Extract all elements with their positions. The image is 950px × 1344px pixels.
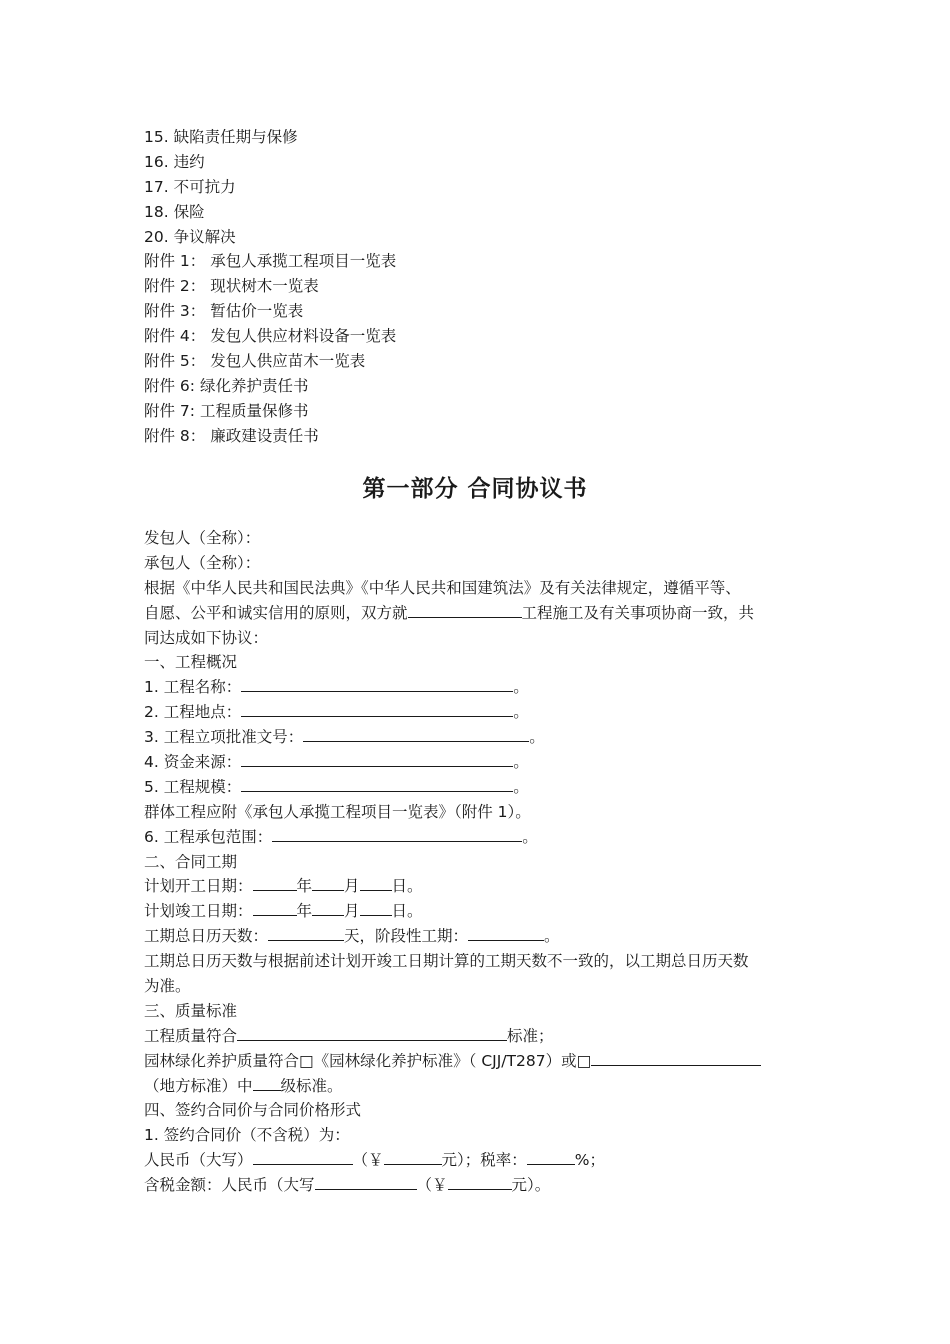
duration-note: 工期总日历天数与根据前述计划开竣工日期计算的工期天数不一致的，以工期总日历天数 [144, 952, 749, 971]
field-label: 人民币（大写） [144, 1151, 253, 1170]
month-label: 月 [344, 877, 360, 896]
period: 。 [522, 827, 538, 846]
field-label: 1. 工程名称： [144, 678, 242, 697]
field-label: 含税金额：人民币（大写 [144, 1176, 315, 1195]
day-label: 日。 [391, 902, 423, 921]
section-heading: 四、签约合同价与合同价格形式 [144, 1101, 362, 1120]
fill-blank [241, 750, 513, 767]
project-name-blank [408, 601, 522, 618]
employer-line: 发包人（全称）： [144, 529, 261, 547]
period: 。 [513, 753, 529, 772]
field-label: 5. 工程规模： [144, 777, 242, 796]
toc-item: 16. 违约 [144, 152, 205, 171]
intro-text: 工程施工及有关事项协商一致，共 [521, 603, 755, 622]
fill-blank [253, 1074, 281, 1091]
duration-note: 为准。 [144, 977, 191, 996]
section-heading: 三、质量标准 [144, 1001, 238, 1020]
intro-line [144, 601, 804, 626]
project-location-line [144, 700, 804, 725]
fill-blank [384, 1148, 442, 1165]
funding-source-line [144, 750, 804, 775]
toc-item: 附件 3： 暂估价一览表 [144, 302, 304, 321]
fill-blank [312, 899, 344, 916]
fill-blank [241, 675, 513, 692]
field-label: 3. 工程立项批准文号： [144, 728, 304, 747]
fill-blank [241, 700, 513, 717]
fill-blank [237, 1024, 507, 1041]
toc-item: 附件 7: 工程质量保修书 [144, 401, 309, 420]
garden-standard-line [144, 1049, 804, 1074]
table-of-contents [144, 125, 824, 449]
section-title: 第一部分 合同协议书 [362, 475, 588, 502]
fill-blank [253, 1148, 353, 1165]
agreement-body [144, 526, 804, 1198]
section-heading: 一、工程概况 [144, 653, 238, 672]
fill-blank [268, 924, 344, 941]
period: 。 [544, 927, 560, 946]
fill-blank [241, 775, 513, 792]
field-label: 天，阶段性工期： [344, 927, 469, 946]
intro-line: 同达成如下协议： [144, 628, 269, 647]
tax-included-line [144, 1173, 804, 1198]
fill-blank [591, 1049, 761, 1066]
field-label: 工程质量符合 [144, 1026, 238, 1045]
field-label: 标准； [507, 1026, 554, 1045]
field-label: 元）。 [511, 1176, 551, 1195]
fill-blank [448, 1173, 512, 1190]
fill-blank [468, 924, 544, 941]
field-label: 元）；税率： [441, 1151, 527, 1170]
field-label: 园林绿化养护质量符合□《园林绿化养护标准》（ CJJ/T287）或□ [144, 1051, 592, 1070]
group-project-note: 群体工程应附《承包人承揽工程项目一览表》（附件 1）。 [144, 802, 531, 821]
year-label: 年 [296, 877, 313, 896]
field-label: 工期总日历天数： [144, 927, 269, 946]
intro-line: 根据《中华人民共和国民法典》《中华人民共和国建筑法》及有关法律规定，遵循平等、 [144, 578, 741, 597]
garden-standard-line [144, 1074, 804, 1099]
field-label: 级标准。 [280, 1076, 343, 1095]
month-label: 月 [344, 902, 360, 921]
toc-item: 附件 2： 现状树木一览表 [144, 277, 319, 296]
fill-blank [360, 874, 392, 891]
quality-standard-line [144, 1024, 804, 1049]
field-label: 2. 工程地点： [144, 703, 242, 722]
fill-blank [272, 825, 522, 842]
field-label: （地方标准）中 [144, 1076, 253, 1095]
fill-blank [360, 899, 392, 916]
period: 。 [513, 678, 529, 697]
toc-item: 附件 6: 绿化养护责任书 [144, 376, 309, 395]
approval-number-line [144, 725, 804, 750]
field-label: （￥ [352, 1151, 384, 1170]
field-label: 计划开工日期： [144, 877, 253, 896]
fill-blank [312, 874, 344, 891]
field-label: %； [574, 1151, 606, 1170]
fill-blank [527, 1148, 575, 1165]
period: 。 [513, 777, 529, 796]
toc-item: 15. 缺陷责任期与保修 [144, 128, 298, 146]
toc-item: 18. 保险 [144, 202, 205, 221]
toc-item: 附件 8： 廉政建设责任书 [144, 426, 319, 445]
year-label: 年 [296, 902, 313, 921]
period: 。 [513, 703, 529, 722]
project-name-line [144, 675, 804, 700]
toc-item: 附件 5： 发包人供应苗木一览表 [144, 352, 366, 371]
field-label: 6. 工程承包范围： [144, 827, 273, 846]
planned-start-line [144, 874, 804, 899]
contract-price-label: 1. 签约合同价（不含税）为： [144, 1126, 350, 1145]
fill-blank [253, 899, 297, 916]
total-days-line [144, 924, 804, 949]
toc-item: 附件 1： 承包人承揽工程项目一览表 [144, 252, 397, 271]
fill-blank [303, 725, 529, 742]
fill-blank [315, 1173, 417, 1190]
field-label: 4. 资金来源： [144, 753, 242, 772]
section-heading: 二、合同工期 [144, 852, 238, 871]
toc-item: 20. 争议解决 [144, 227, 236, 246]
project-scale-line [144, 775, 804, 800]
toc-item: 附件 4： 发包人供应材料设备一览表 [144, 327, 397, 346]
intro-text: 自愿、公平和诚实信用的原则，双方就 [144, 603, 408, 622]
planned-finish-line [144, 899, 804, 924]
field-label: （￥ [416, 1176, 448, 1195]
contract-scope-line [144, 825, 804, 850]
field-label: 计划竣工日期： [144, 902, 253, 921]
price-rmb-line [144, 1148, 804, 1173]
day-label: 日。 [391, 877, 423, 896]
fill-blank [253, 874, 297, 891]
toc-item: 17. 不可抗力 [144, 177, 236, 196]
period: 。 [529, 728, 545, 747]
contractor-line: 承包人（全称）： [144, 553, 261, 572]
